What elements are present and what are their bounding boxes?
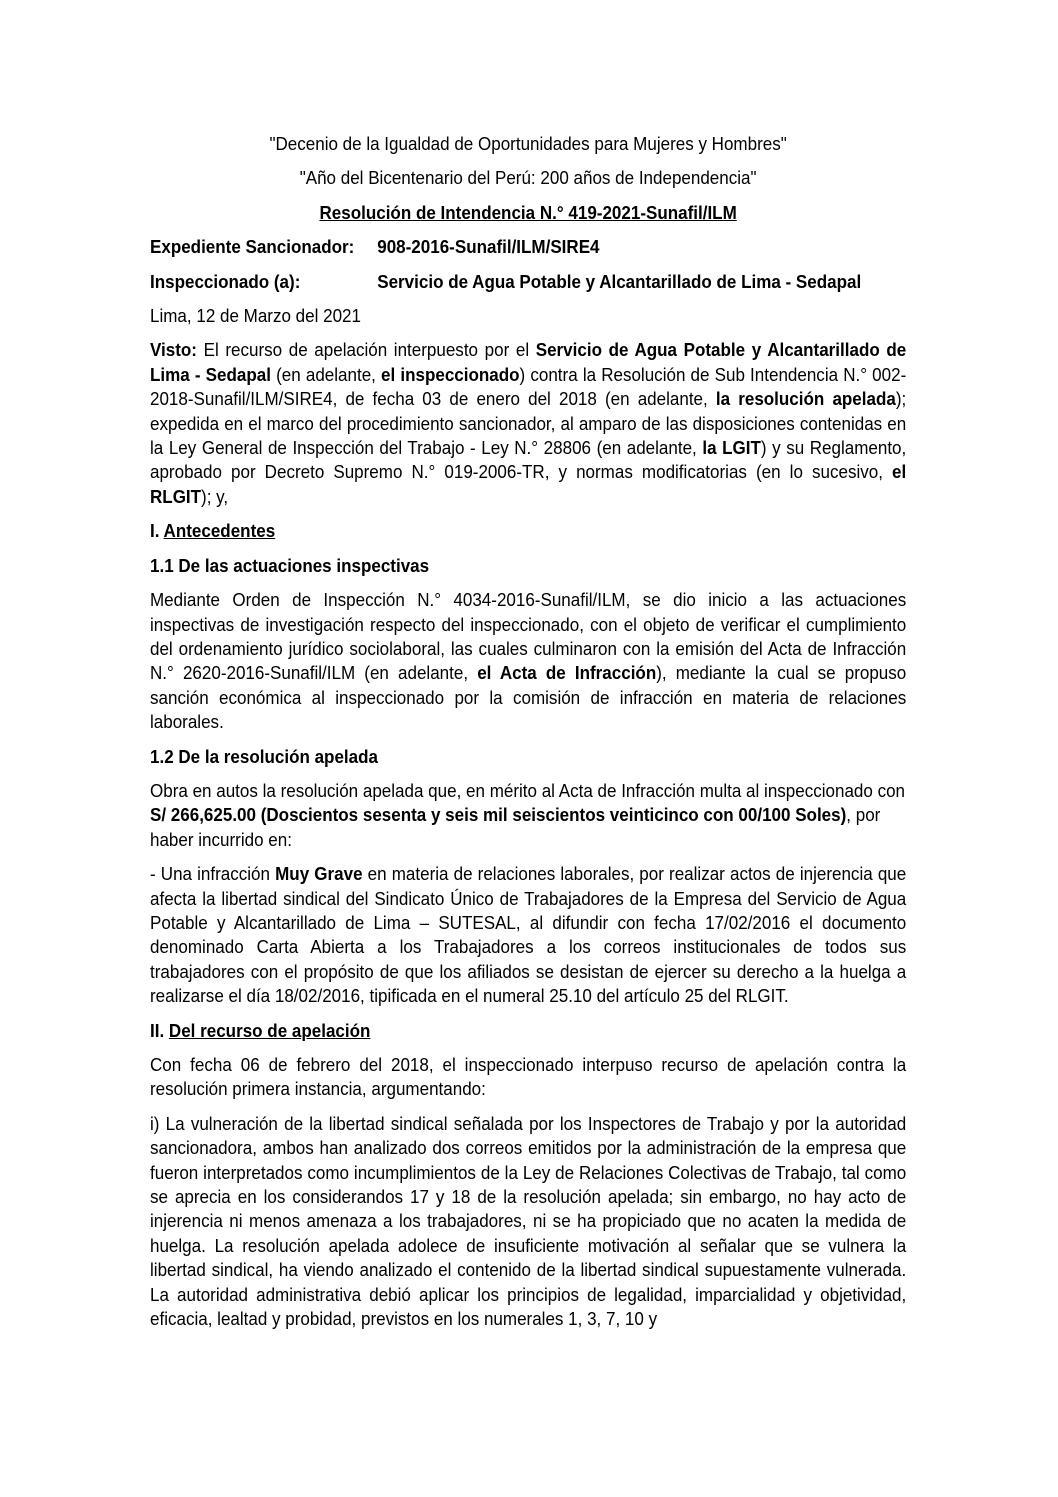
paragraph-argumento-i: i) La vulneración de la libertad sindical señalada por los Inspectores de Trabajo y por la autoridad sancionadora, ambos han analizado dos correos emitidos por la administración de la empresa que fueron interpretados como incumplimientos de la Ley de Relaciones Colectivas de Trabajo, tal como se aprecia en los considerandos 17 y 18 de la resolución apelada; sin embargo, no hay acto de injerencia ni menos amenaza a los trabajadores, ni se ha propiciado que no acaten la medida de huelga. La resolución apelada adolece de insuficiente motivación al señalar que se vulnera la libertad sindical, ha viendo analizado el contenido de la libertad sindical supuestamente vulnerada. La autoridad administrativa debió aplicar los principios de legalidad, imparcialidad y objetividad, eficacia, lealtad y probidad, previstos en los numerales 1, 3, 7, 10 y bbox=[150, 1112, 907, 1330]
paragraph-actuaciones: Mediante Orden de Inspección N.° 4034-2016-Sunafil/ILM, se dio inicio a las actuaciones inspectivas de investigación respecto del inspeccionado, con el objeto de verificar el cumplimiento del ordenamiento jurídico sociolaboral, las cuales culminaron con la emisión del Acta de Infracción N.° 2620-2016-Sunafil/ILM (en adelante, el Acta de Infracción), mediante la cual se propuso sanción económica al inspeccionado por la comisión de infracción en materia de relaciones laborales. bbox=[150, 589, 907, 733]
subsection-1-2-heading: 1.2 De la resolución apelada bbox=[150, 745, 378, 767]
date-line: Lima, 12 de Marzo del 2021 bbox=[150, 305, 361, 327]
expediente-row bbox=[150, 235, 906, 259]
inspeccionado-label: Inspeccionado (a): bbox=[150, 270, 301, 292]
expediente-label: Expediente Sancionador: bbox=[150, 236, 355, 258]
paragraph-recurso: Con fecha 06 de febrero del 2018, el inspeccionado interpuso recurso de apelación contra la resolución primera instancia, argumentando: bbox=[150, 1054, 907, 1100]
paragraph-infraccion: - Una infracción Muy Grave en materia de relaciones laborales, por realizar actos de injerencia que afecta la libertad sindical del Sindicato Único de Trabajadores de la Empresa del Servicio de Agua Potable y Alcantarillado de Lima – SUTESAL, al difundir con fecha 17/02/2016 el documento denominado Carta Abierta a los Trabajadores a los correos institucionales de todos sus trabajadores con el propósito de que los afiliados se desistan de ejercer su derecho a la huelga a realizarse el día 18/02/2016, tipificada en el numeral 25.10 del artículo 25 del RLGIT. bbox=[150, 863, 907, 1007]
section-1-heading: I. Antecedentes bbox=[150, 520, 276, 542]
expediente-value: 908-2016-Sunafil/ILM/SIRE4 bbox=[377, 236, 600, 258]
paragraph-resolucion-apelada: Obra en autos la resolución apelada que, en mérito al Acta de Infracción multa al inspeccionado con S/ 266,625.00 (Doscientos sesenta y seis mil seiscientos veinticinco con 00/100 Soles), por haber incurrido en: bbox=[150, 779, 906, 850]
visto-paragraph: Visto: El recurso de apelación interpuesto por el Servicio de Agua Potable y Alcantarillado de Lima - Sedapal (en adelante, el inspeccionado) contra la Resolución de Sub Intendencia N.° 002-2018-Sunafil/ILM/SIRE4, de fecha 03 de enero del 2018 (en adelante, la resolución apelada); expedida en el marco del procedimiento sancionador, al amparo de las disposiciones contenidas en la Ley General de Inspección del Trabajo - Ley N.° 28806 (en adelante, la LGIT) y su Reglamento, aprobado por Decreto Supremo N.° 019-2006-TR, y normas modificatorias (en lo sucesivo, el RLGIT); y, bbox=[150, 339, 907, 507]
document-page bbox=[150, 132, 907, 1331]
inspeccionado-row bbox=[150, 270, 906, 294]
resolution-title: Resolución de Intendencia N.° 419-2021-Sunafil/ILM bbox=[319, 201, 737, 223]
motto-line-2: "Año del Bicentenario del Perú: 200 años de Independencia" bbox=[299, 167, 757, 189]
section-2-heading: II. Del recurso de apelación bbox=[150, 1019, 371, 1041]
inspeccionado-value: Servicio de Agua Potable y Alcantarillado de Lima - Sedapal bbox=[377, 270, 862, 292]
motto-line-1: "Decenio de la Igualdad de Oportunidades para Mujeres y Hombres" bbox=[269, 133, 787, 154]
subsection-1-1-heading: 1.1 De las actuaciones inspectivas bbox=[150, 554, 430, 576]
